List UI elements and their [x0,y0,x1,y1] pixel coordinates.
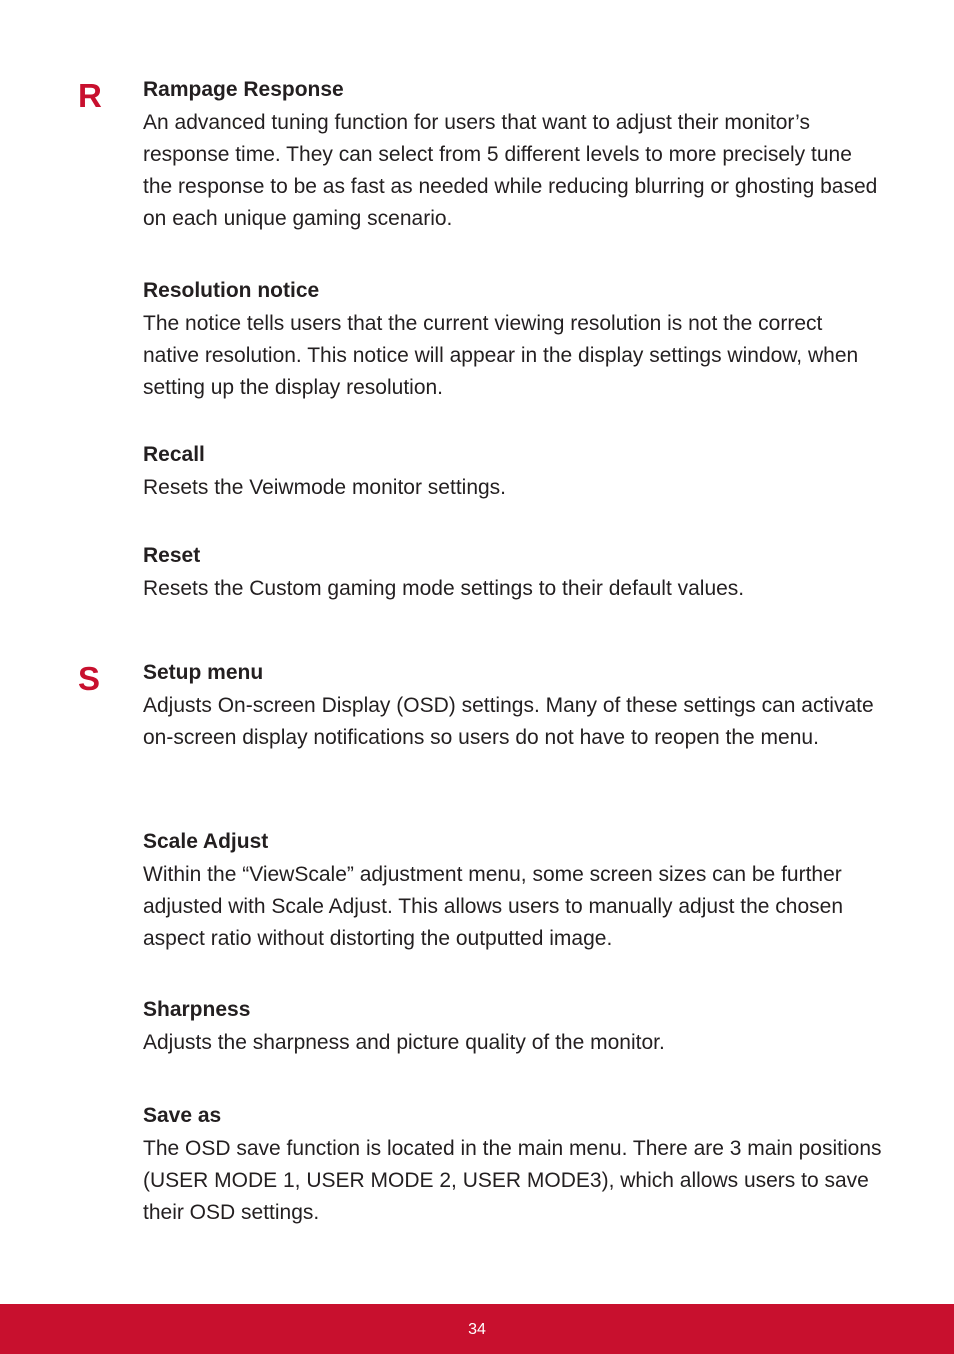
glossary-entry-reset [143,543,883,605]
glossary-entry-save-as [143,1103,883,1229]
section-letter-s: S [78,660,101,697]
section-letter-r: R [78,77,102,114]
entry-term: Sharpness [143,998,251,1021]
entry-description: Resets the Veiwmode monitor settings. [143,476,507,499]
glossary-entry-setup-menu [143,660,883,754]
entry-description: Resets the Custom gaming mode settings to their default values. [143,577,745,600]
entry-description: An advanced tuning function for users that want to adjust their monitor’s response time. They can select from 5 different levels to more precisely tune the response to be as fast as needed while reducing blurring or ghosting based on each unique gaming scenario. [143,111,878,230]
page-footer-bar [0,1304,954,1354]
entry-term: Setup menu [143,661,264,684]
entry-description: The OSD save function is located in the main menu. There are 3 main positions (USER MODE 1, USER MODE 2, USER MODE3), which allows users to save their OSD settings. [143,1137,882,1224]
entry-term: Recall [143,443,205,466]
glossary-entry-scale-adjust [143,829,883,955]
entry-term: Save as [143,1104,222,1127]
entry-term: Scale Adjust [143,830,269,853]
entry-description: The notice tells users that the current viewing resolution is not the correct native resolution. This notice will appear in the display settings window, when setting up the display resolution. [143,312,859,399]
glossary-entry-sharpness [143,997,883,1059]
entry-term: Resolution notice [143,279,320,302]
entry-description: Adjusts On-screen Display (OSD) settings. Many of these settings can activate on-screen display notifications so users do not have to reopen the menu. [143,694,874,749]
entry-description: Within the “ViewScale” adjustment menu, some screen sizes can be further adjusted with Scale Adjust. This allows users to manually adjust the chosen aspect ratio without distorting the outputted image. [143,863,843,950]
glossary-entry-recall [143,442,883,504]
glossary-entry-rampage-response [143,77,883,235]
page-number: 34 [468,1321,486,1338]
entry-description: Adjusts the sharpness and picture quality of the monitor. [143,1031,665,1054]
entry-term: Reset [143,544,201,567]
entry-term: Rampage Response [143,78,344,101]
glossary-entry-resolution-notice [143,278,883,404]
